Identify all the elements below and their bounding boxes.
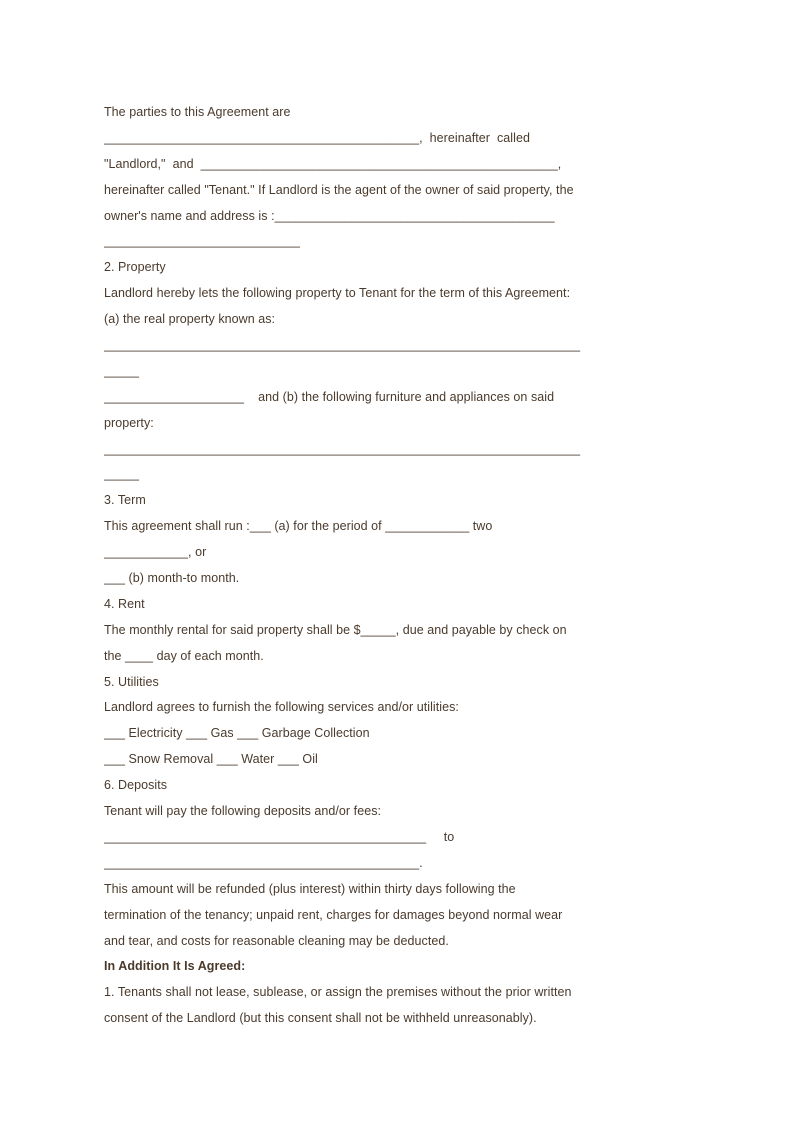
landlord-blank-line: _____________________________________________, hereinafter called <box>104 130 530 145</box>
refund-text-3: and tear, and costs for reasonable cleaning may be deducted. <box>104 933 449 948</box>
refund-text-1: This amount will be refunded (plus interest) within thirty days following the <box>104 881 516 896</box>
furniture-property-label: property: <box>104 415 154 430</box>
tenant-agent-text: hereinafter called "Tenant." If Landlord is the agent of the owner of said property, the <box>104 182 574 197</box>
section-heading-utilities: 5. Utilities <box>104 674 159 689</box>
tenant-blank-line: "Landlord," and ___________________________________________________, <box>104 156 562 171</box>
rent-day-text: the ____ day of each month. <box>104 648 264 663</box>
furniture-blank: ____________________________________________________________________ <box>104 441 581 456</box>
furniture-blank-continuation: _____ <box>104 467 140 482</box>
owner-address-line: owner's name and address is :________________________________________ <box>104 208 555 223</box>
refund-text-2: termination of the tenancy; unpaid rent, charges for damages beyond normal wear <box>104 907 563 922</box>
intro-parties: The parties to this Agreement are <box>104 105 291 119</box>
property-real-label: (a) the real property known as: <box>104 312 276 327</box>
section-heading-deposits: 6. Deposits <box>104 778 168 793</box>
deposits-blank-continuation: _____________________________________________. <box>104 855 423 870</box>
section-heading-additional: In Addition It Is Agreed: <box>104 959 246 974</box>
utilities-options-1: ___ Electricity ___ Gas ___ Garbage Collection <box>104 726 370 741</box>
document-body <box>104 100 594 1032</box>
deposits-text: Tenant will pay the following deposits and/or fees: <box>104 804 382 819</box>
clause-1-text: 1. Tenants shall not lease, sublease, or assign the premises without the prior written <box>104 985 572 1000</box>
property-text: Landlord hereby lets the following property to Tenant for the term of this Agreement: <box>104 286 571 301</box>
clause-1-text-continuation: consent of the Landlord (but this consent shall not be withheld unreasonably). <box>104 1011 537 1026</box>
section-heading-property: 2. Property <box>104 260 166 275</box>
property-real-blank-continuation: _____ <box>104 363 140 378</box>
term-text: This agreement shall run :___ (a) for the period of ____________ two <box>104 519 493 534</box>
utilities-options-2: ___ Snow Removal ___ Water ___ Oil <box>104 752 318 767</box>
property-real-blank: ____________________________________________________________________ <box>104 338 581 353</box>
term-month-to-month: ___ (b) month-to month. <box>104 571 240 586</box>
term-text-continuation: ____________, or <box>104 545 207 560</box>
deposits-blank: ______________________________________________ to <box>104 829 455 844</box>
owner-address-continuation: ____________________________ <box>104 234 301 249</box>
section-heading-term: 3. Term <box>104 493 146 508</box>
utilities-text: Landlord agrees to furnish the following services and/or utilities: <box>104 700 459 715</box>
furniture-text: ____________________ and (b) the following furniture and appliances on said <box>104 389 555 404</box>
rent-text: The monthly rental for said property shall be $_____, due and payable by check on <box>104 622 567 637</box>
section-heading-rent: 4. Rent <box>104 596 145 611</box>
